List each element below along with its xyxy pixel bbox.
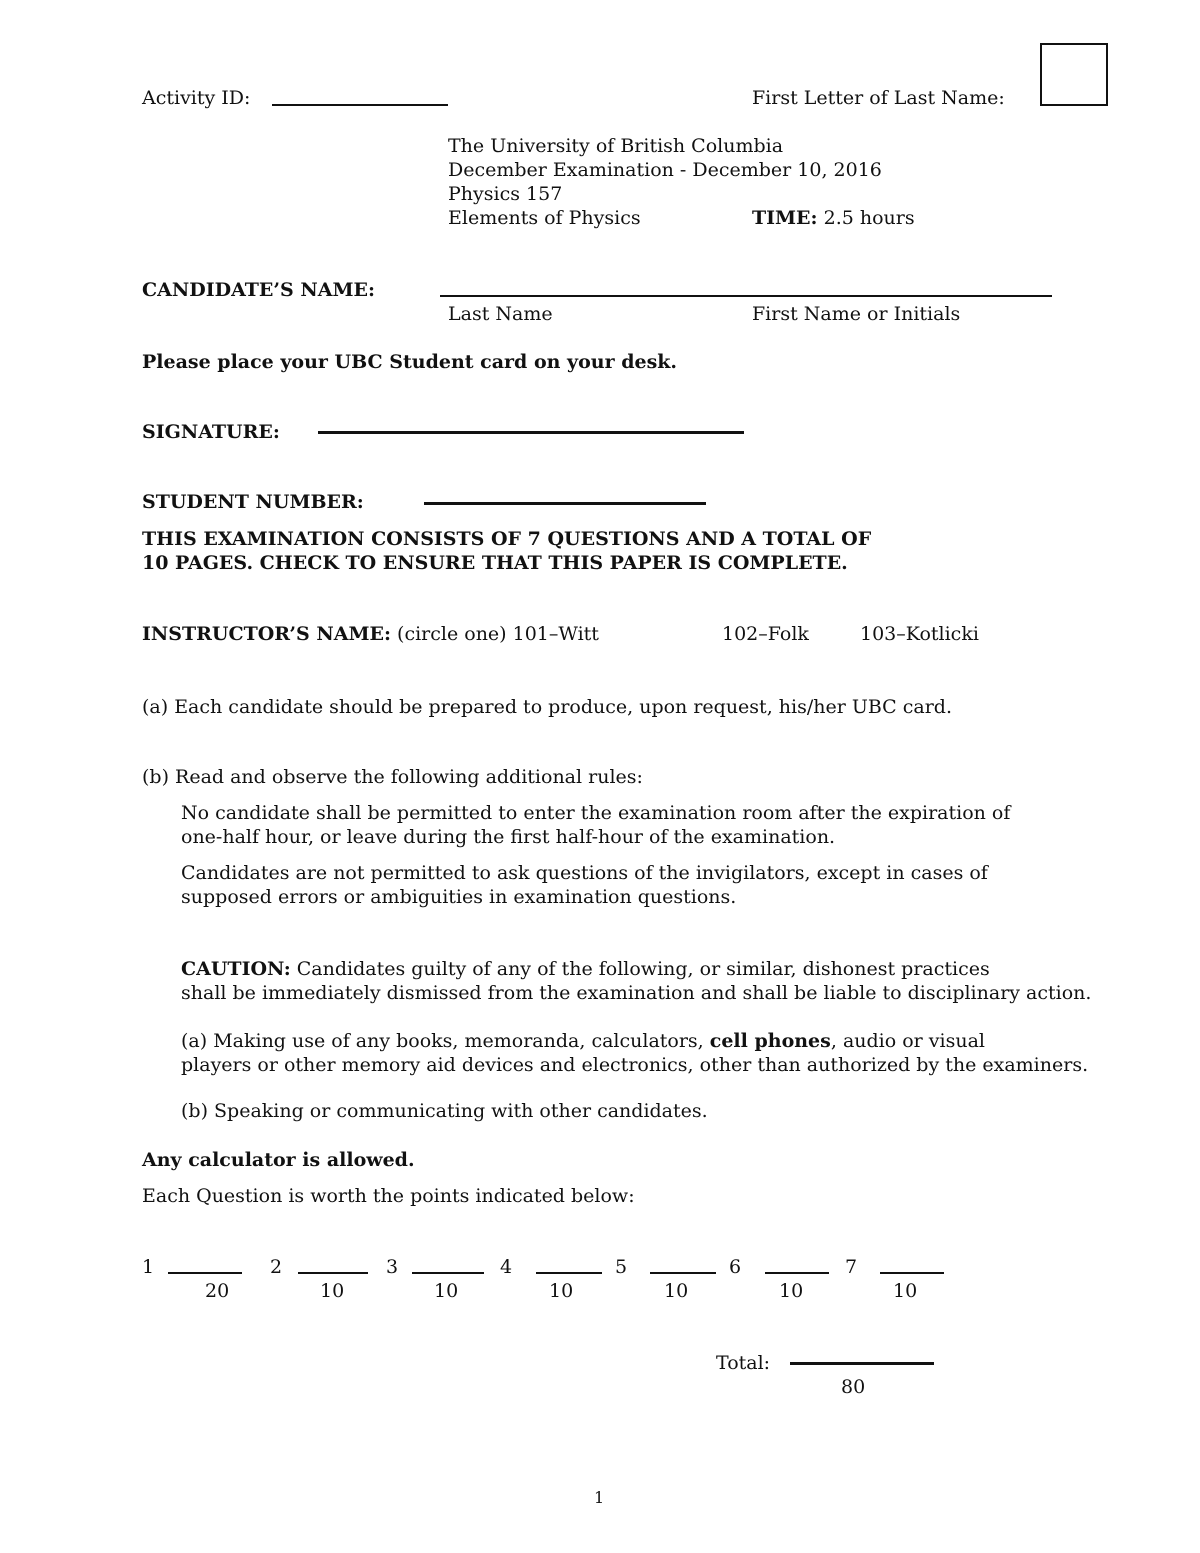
instructor-option-witt[interactable]: (circle one) 101–Witt (397, 623, 599, 645)
student-number-label: STUDENT NUMBER: (142, 491, 364, 513)
question-points: 10 (779, 1280, 804, 1302)
exam-date: December Examination - December 10, 2016 (448, 159, 882, 181)
question-points: 10 (434, 1280, 459, 1302)
consists-line-1: THIS EXAMINATION CONSISTS OF 7 QUESTIONS AND A TOTAL OF (142, 528, 872, 550)
page-number: 1 (594, 1488, 605, 1507)
instructor-option-kotlicki[interactable]: 103–Kotlicki (860, 623, 979, 645)
question-number: 2 (270, 1256, 283, 1278)
score-line[interactable] (298, 1272, 368, 1274)
question-number: 4 (500, 1256, 513, 1278)
university-name: The University of British Columbia (448, 135, 784, 157)
consists-line-2: 10 PAGES. CHECK TO ENSURE THAT THIS PAPER IS COMPLETE. (142, 552, 848, 574)
cell-phones-emphasis: cell phones (709, 1030, 831, 1052)
score-line[interactable] (536, 1272, 602, 1274)
exam-time (752, 206, 915, 230)
question-points: 10 (664, 1280, 689, 1302)
course-code: Physics 157 (448, 183, 563, 205)
caution-line-2: shall be immediately dismissed from the examination and shall be liable to disciplinary action. (181, 982, 1092, 1004)
score-line[interactable] (168, 1272, 242, 1274)
calculator-note: Any calculator is allowed. (142, 1149, 415, 1171)
caution-label: CAUTION: (181, 958, 291, 980)
total-points: 80 (841, 1376, 866, 1398)
total-label: Total: (716, 1352, 771, 1374)
total-field[interactable] (790, 1362, 934, 1365)
signature-label: SIGNATURE: (142, 421, 280, 443)
question-points: 10 (893, 1280, 918, 1302)
last-name-caption: Last Name (448, 303, 553, 325)
rule-a: (a) Each candidate should be prepared to produce, upon request, his/her UBC card. (142, 696, 952, 718)
activity-id-field[interactable] (272, 104, 448, 106)
question-points: 10 (320, 1280, 345, 1302)
rule-2-line-1: Candidates are not permitted to ask questions of the invigilators, except in cases of (181, 862, 988, 884)
instructor-option-folk[interactable]: 102–Folk (722, 623, 809, 645)
student-card-note: Please place your UBC Student card on your desk. (142, 351, 678, 373)
student-number-field[interactable] (424, 502, 706, 505)
score-line[interactable] (880, 1272, 944, 1274)
instructor-row (142, 622, 599, 646)
question-number: 1 (142, 1256, 155, 1278)
caution-line-1: CAUTION: Candidates guilty of any of the following, or similar, dishonest practices (181, 958, 990, 980)
score-line[interactable] (412, 1272, 484, 1274)
signature-field[interactable] (318, 431, 744, 434)
candidate-name-field[interactable] (440, 295, 1052, 297)
instructor-label: INSTRUCTOR’S NAME: (142, 623, 391, 645)
score-line[interactable] (650, 1272, 716, 1274)
time-value: 2.5 hours (823, 207, 915, 229)
caution-a-line-2: players or other memory aid devices and electronics, other than authorized by the examiners. (181, 1054, 1089, 1076)
rule-2-line-2: supposed errors or ambiguities in examination questions. (181, 886, 737, 908)
question-number: 5 (615, 1256, 628, 1278)
question-points: 20 (205, 1280, 230, 1302)
question-number: 6 (729, 1256, 742, 1278)
course-title: Elements of Physics (448, 207, 641, 229)
caution-a-line-1: (a) Making use of any books, memoranda, calculators, cell phones, audio or visual (181, 1030, 985, 1052)
question-number: 3 (386, 1256, 399, 1278)
time-label: TIME: (752, 207, 818, 229)
rule-1-line-2: one-half hour, or leave during the first half-hour of the examination. (181, 826, 836, 848)
rule-b: (b) Read and observe the following additional rules: (142, 766, 643, 788)
question-points: 10 (549, 1280, 574, 1302)
score-line[interactable] (765, 1272, 829, 1274)
candidate-name-label: CANDIDATE’S NAME: (142, 279, 375, 301)
points-intro: Each Question is worth the points indicated below: (142, 1185, 635, 1207)
activity-id-label: Activity ID: (142, 87, 251, 109)
question-number: 7 (845, 1256, 858, 1278)
first-name-caption: First Name or Initials (752, 303, 961, 325)
first-letter-label: First Letter of Last Name: (752, 87, 1005, 109)
first-letter-box[interactable] (1040, 43, 1108, 106)
caution-b: (b) Speaking or communicating with other candidates. (181, 1100, 708, 1122)
rule-1-line-1: No candidate shall be permitted to enter the examination room after the expiration of (181, 802, 1011, 824)
